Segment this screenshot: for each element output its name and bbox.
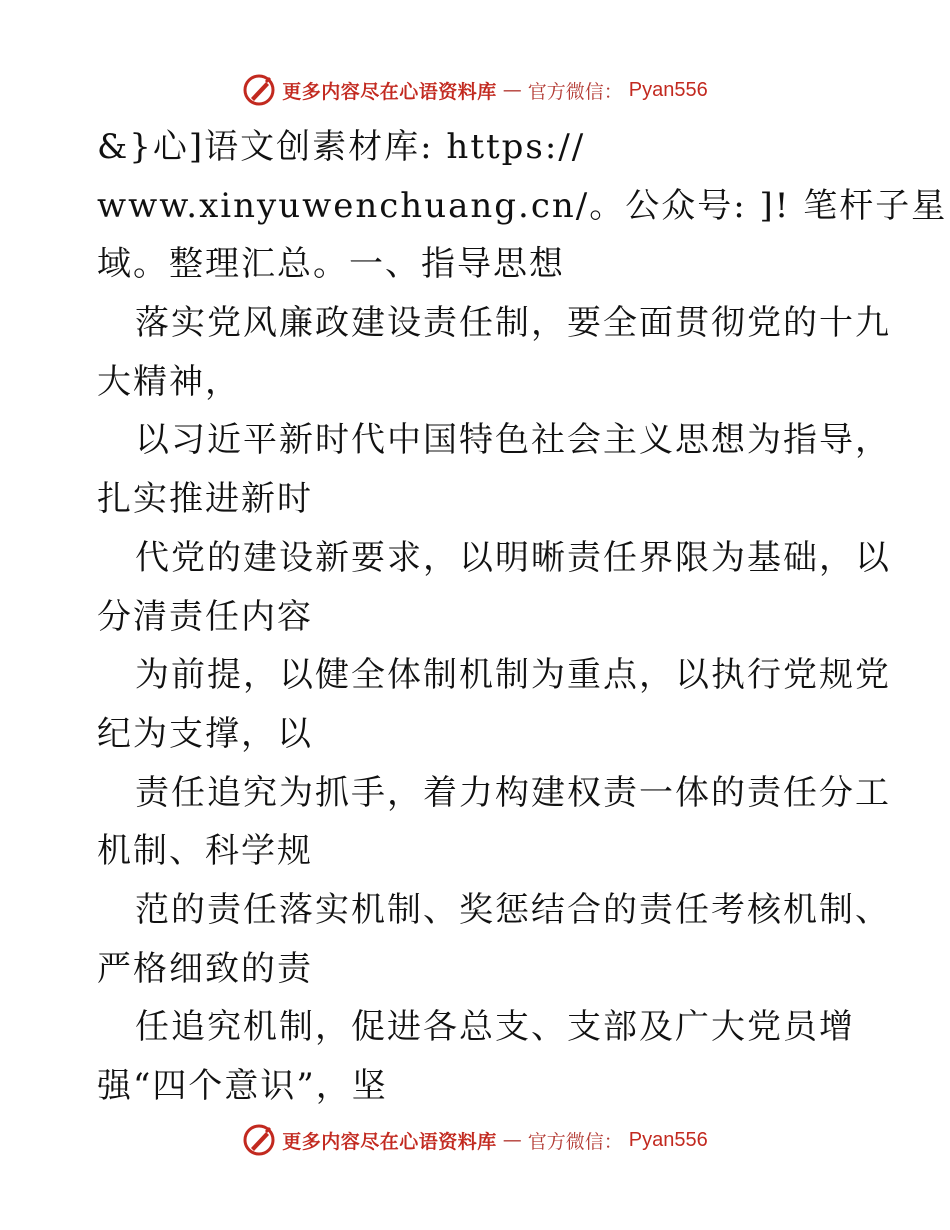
banner-text: 更多内容尽在心语资料库 (282, 80, 497, 103)
body-line: 落实党风廉政建设责任制，要全面贯彻党的十九 (135, 303, 891, 344)
body-line: 域。整理汇总。一、指导思想 (97, 244, 565, 285)
pen-logo-icon (242, 73, 276, 107)
body-line: 范的责任落实机制、奖惩结合的责任考核机制、 (135, 889, 891, 930)
banner-wechat-id: Pyan556 (628, 78, 708, 101)
body-line: 纪为支撑，以 (97, 713, 313, 754)
banner-wechat-id: Pyan556 (628, 1128, 708, 1151)
banner-wechat-label: 官方微信： (527, 1130, 623, 1153)
body-line: &}心]语文创素材库: https:// (97, 127, 586, 167)
banner-separator: — (502, 1129, 522, 1151)
document-body (97, 118, 948, 1116)
body-line: 代党的建设新要求，以明晰责任界限为基础，以 (135, 537, 891, 578)
body-line: 为前提，以健全体制机制为重点，以执行党规党 (135, 655, 891, 696)
pen-logo-icon (242, 1123, 276, 1157)
body-line: 严格细致的责 (97, 948, 313, 989)
body-line: www.xinyuwenchuang.cn/。公众号: ]! 笔杆子星 (97, 185, 948, 226)
banner-text: 更多内容尽在心语资料库 (282, 1130, 497, 1153)
header-banner (0, 70, 950, 110)
banner-separator: — (502, 79, 522, 101)
banner-wechat-label: 官方微信： (527, 80, 623, 103)
body-line: 任追究机制，促进各总支、支部及广大党员增 (135, 1007, 855, 1048)
body-line: 强“四个意识”，坚 (97, 1066, 388, 1106)
body-line: 机制、科学规 (97, 831, 313, 872)
body-line: 以习近平新时代中国特色社会主义思想为指导， (135, 420, 891, 461)
footer-banner (0, 1120, 950, 1160)
body-line: 扎实推进新时 (97, 479, 313, 520)
body-line: 责任追究为抓手，着力构建权责一体的责任分工 (135, 772, 891, 813)
body-line: 分清责任内容 (97, 596, 313, 637)
body-line: 大精神， (97, 361, 241, 402)
